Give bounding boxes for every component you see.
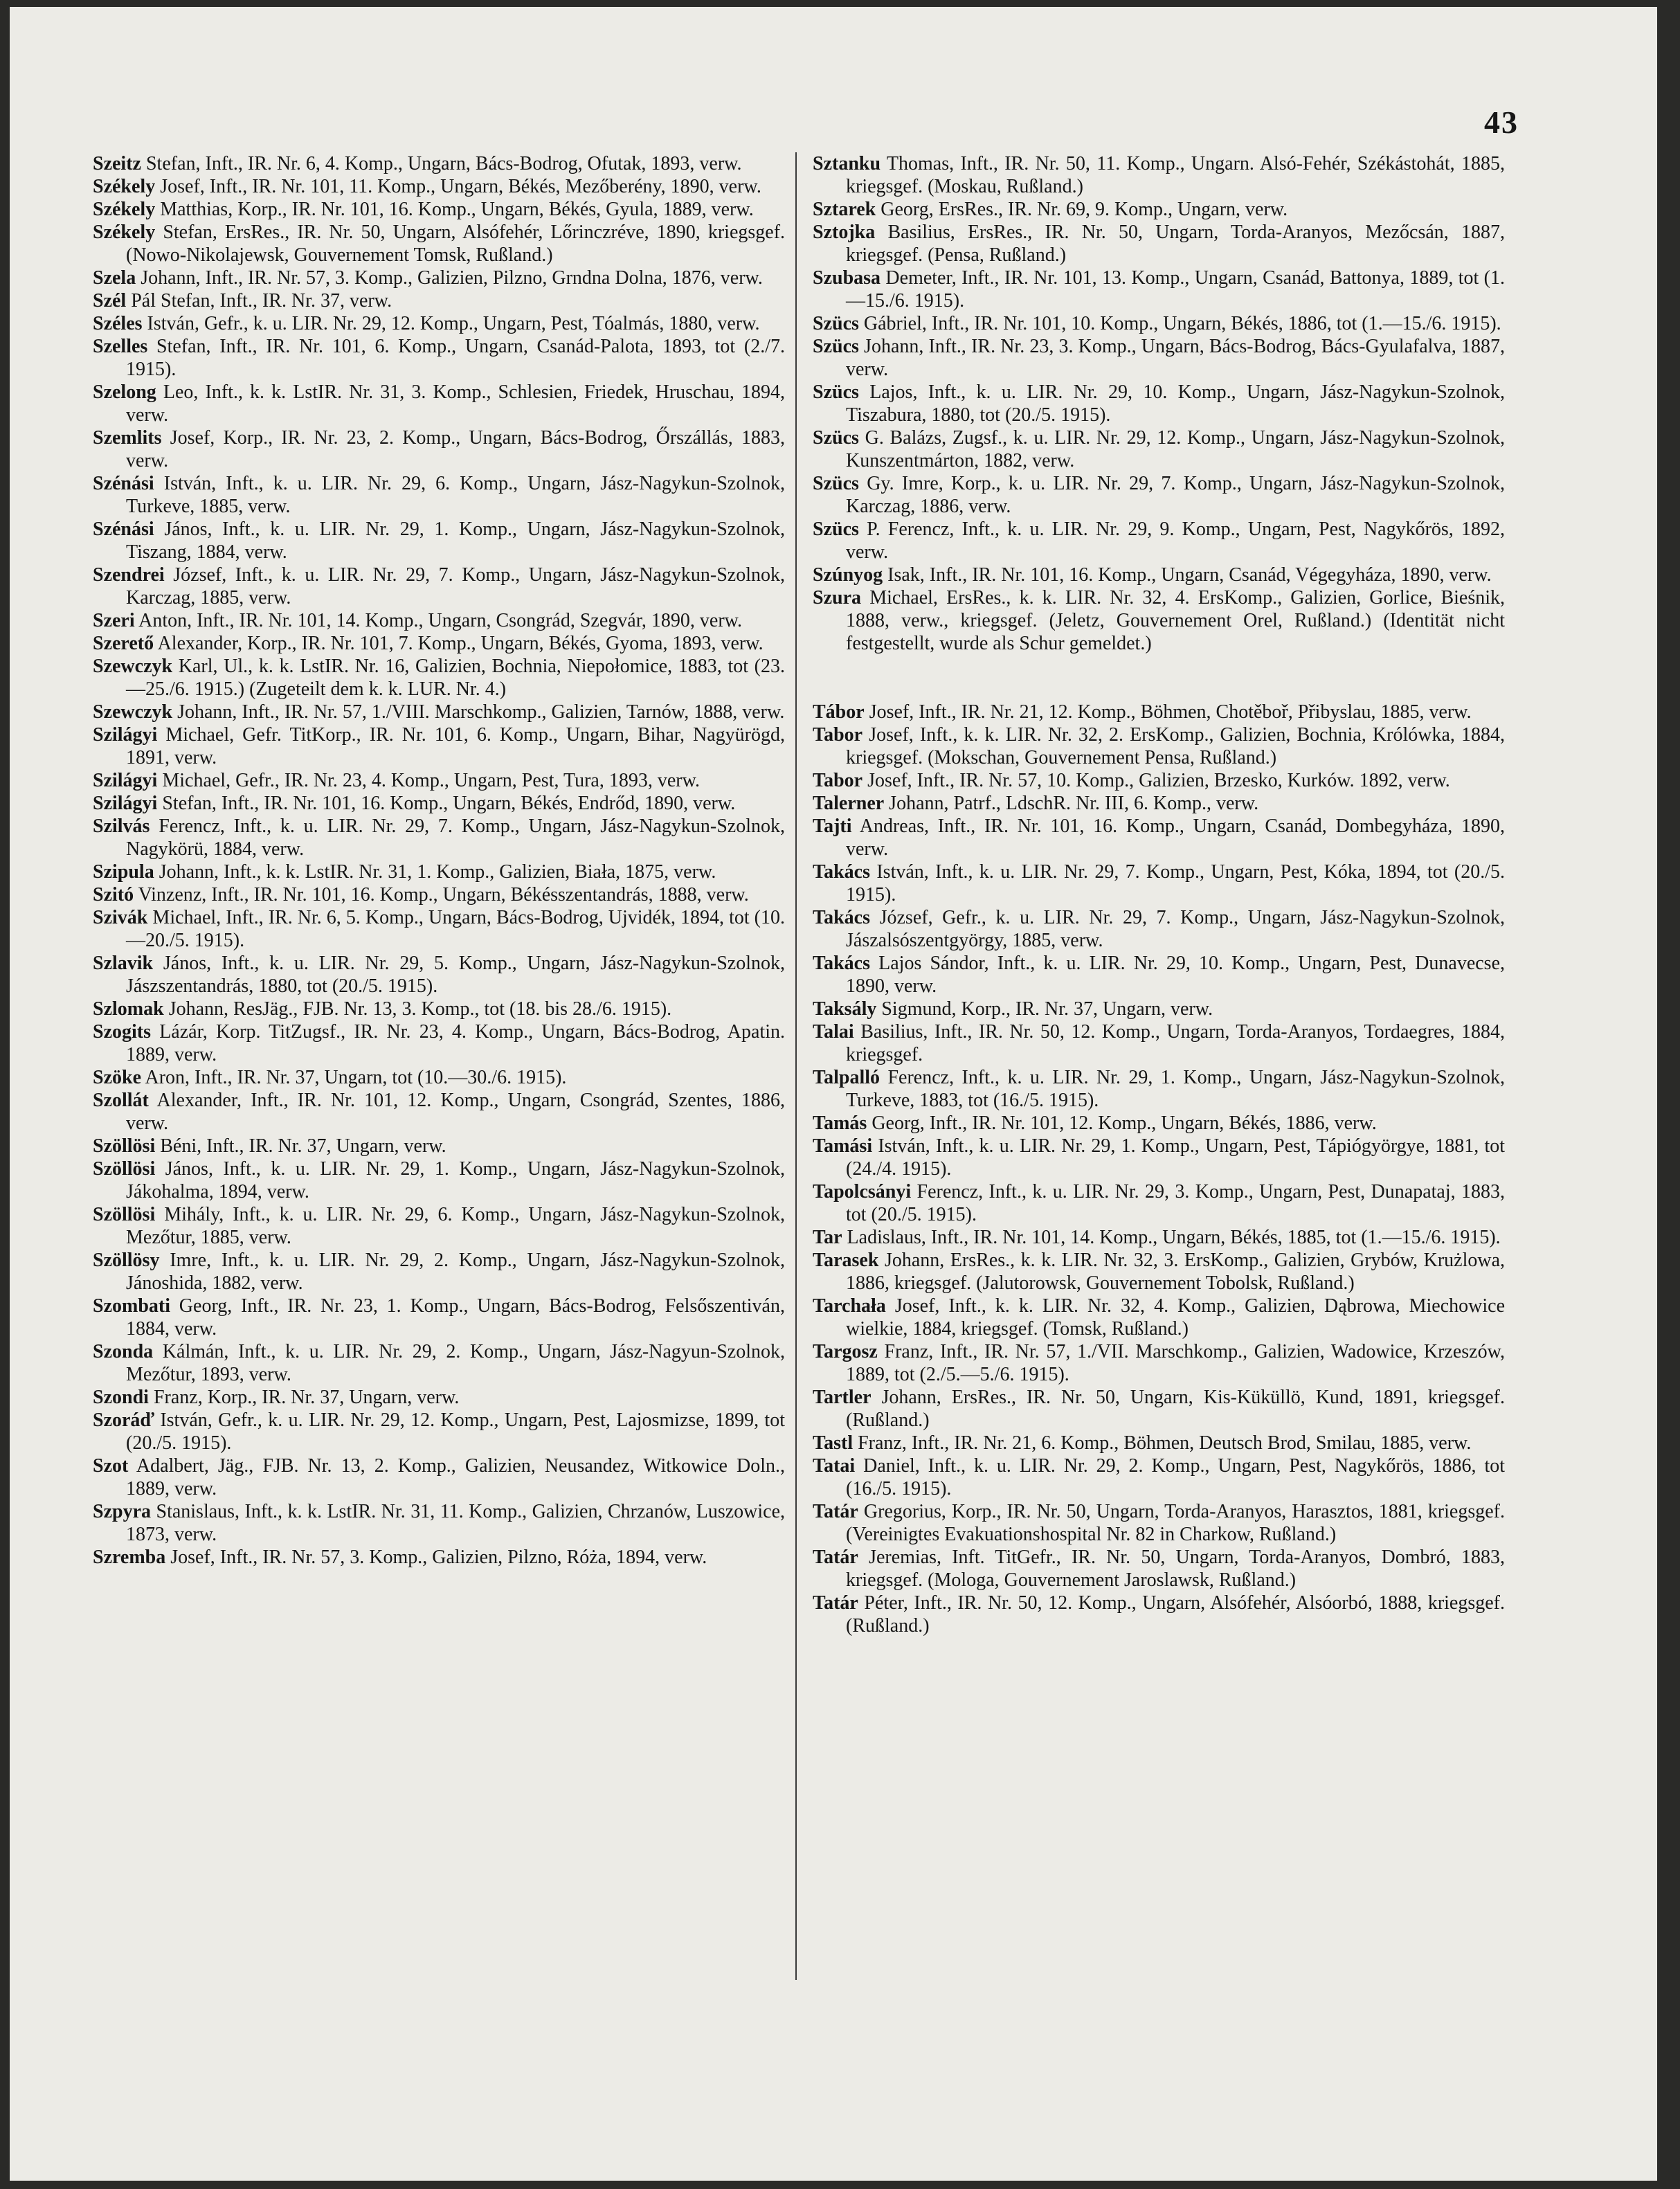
entry-details: Johann, Inft., k. k. LstIR. Nr. 31, 1. Komp., Galizien, Biała, 1875, verw. — [159, 861, 716, 883]
register-entry — [813, 1592, 1505, 1637]
entry-surname: Szura — [813, 587, 861, 609]
entry-details: P. Ferencz, Inft., k. u. LIR. Nr. 29, 9. Komp., Ungarn, Pest, Nagykőrös, 1892, verw. — [846, 519, 1506, 563]
register-entry — [93, 1409, 785, 1454]
entry-surname: Szeitz — [93, 153, 141, 174]
register-entry — [813, 1249, 1505, 1295]
entry-details: Demeter, Inft., IR. Nr. 101, 13. Komp., Ungarn, Csanád, Battonya, 1889, tot (1.—15./6. 1915). — [846, 267, 1505, 312]
entry-surname: Szücs — [813, 381, 859, 403]
register-entry — [93, 723, 785, 769]
entry-details: Béni, Inft., IR. Nr. 37, Ungarn, verw. — [160, 1135, 446, 1157]
register-entry — [93, 632, 785, 655]
entry-surname: Sztojka — [813, 222, 876, 243]
register-entry — [813, 198, 1505, 221]
entry-details: Thomas, Inft., IR. Nr. 50, 11. Komp., Ungarn. Alsó-Fehér, Székástohát, 1885, kriegsgef. (Moskau, Rußland.) — [846, 153, 1505, 197]
register-entry — [93, 1089, 785, 1135]
register-entry — [813, 381, 1505, 426]
register-entry — [93, 792, 785, 815]
register-entry — [813, 564, 1505, 586]
register-entry — [813, 723, 1505, 769]
register-entry — [813, 815, 1505, 861]
entry-surname: Szpyra — [93, 1501, 151, 1522]
register-entry — [813, 267, 1505, 312]
register-entry — [93, 1546, 785, 1569]
register-entry — [813, 1386, 1505, 1432]
entry-details: Franz, Inft., IR. Nr. 21, 6. Komp., Böhmen, Deutsch Brod, Smilau, 1885, verw. — [858, 1432, 1472, 1454]
register-entry — [93, 564, 785, 609]
entry-details: Franz, Korp., IR. Nr. 37, Ungarn, verw. — [153, 1387, 460, 1408]
register-entry — [813, 1432, 1505, 1454]
entry-details: Jeremias, Inft. TitGefr., IR. Nr. 50, Ungarn, Torda-Aranyos, Dombró, 1883, kriegsgef. (Mologa, Gouvernement Jaroslawsk, Rußland.) — [846, 1547, 1506, 1591]
register-entry — [813, 906, 1505, 952]
entry-details: Ferencz, Inft., k. u. LIR. Nr. 29, 3. Komp., Ungarn, Pest, Dunapataj, 1883, tot (20./5. 1915). — [846, 1181, 1505, 1225]
entry-surname: Tajti — [813, 816, 852, 837]
left-column — [93, 152, 785, 1569]
register-entry — [93, 1500, 785, 1546]
entry-details: Stanislaus, Inft., k. k. LstIR. Nr. 31, 11. Komp., Galizien, Chrzanów, Luszowice, 1873, verw. — [126, 1501, 786, 1545]
register-entry — [813, 1454, 1505, 1500]
register-entry — [93, 998, 785, 1020]
entry-details: Johann, Inft., IR. Nr. 57, 3. Komp., Galizien, Pilzno, Grndna Dolna, 1876, verw. — [141, 267, 763, 289]
register-entry — [93, 381, 785, 426]
entry-surname: Taksály — [813, 998, 877, 1020]
entry-details: Josef, Inft., k. k. LIR. Nr. 32, 4. Komp., Galizien, Dąbrowa, Miechowice wielkie, 1884, kriegsgef. (Tomsk, Rußland.) — [846, 1295, 1505, 1340]
entry-surname: Tastl — [813, 1432, 853, 1454]
entry-surname: Targosz — [813, 1341, 878, 1362]
register-entry — [813, 312, 1505, 335]
entry-details: Josef, Korp., IR. Nr. 23, 2. Komp., Ungarn, Bács-Bodrog, Őrszállás, 1883, verw. — [126, 427, 786, 471]
register-entry — [813, 586, 1505, 655]
entry-surname: Takács — [813, 861, 871, 883]
entry-details: Daniel, Inft., k. u. LIR. Nr. 29, 2. Komp., Ungarn, Pest, Nagykőrös, 1886, tot (16./5. 1915). — [846, 1455, 1506, 1499]
entry-surname: Tábor — [813, 701, 865, 723]
entry-surname: Szöke — [93, 1067, 141, 1088]
entry-details: Leo, Inft., k. k. LstIR. Nr. 31, 3. Komp., Schlesien, Friedek, Hruschau, 1894, verw. — [126, 381, 785, 426]
register-entry — [813, 952, 1505, 998]
entry-surname: Szöllösi — [93, 1135, 156, 1157]
entry-surname: Szúnyog — [813, 564, 883, 586]
section-gap — [813, 655, 1505, 701]
entry-details: Michael, ErsRes., k. k. LIR. Nr. 32, 4. ErsKomp., Galizien, Gorlice, Bieśnik, 1888, verw., kriegsgef. (Jeletz, Gouvernement Orel, Rußland.) (Identität nicht festgestellt, wurde als Schur gemeldet.) — [846, 587, 1505, 654]
register-entry — [813, 472, 1505, 518]
entry-surname: Szollát — [93, 1090, 149, 1111]
entry-surname: Szogits — [93, 1021, 151, 1043]
entry-surname: Szremba — [93, 1547, 166, 1568]
entry-surname: Szewczyk — [93, 701, 173, 723]
entry-details: Georg, Inft., IR. Nr. 23, 1. Komp., Ungarn, Bács-Bodrog, Felsőszentiván, 1884, verw. — [126, 1295, 785, 1340]
entry-surname: Szöllösi — [93, 1158, 156, 1180]
entry-details: Michael, Gefr. TitKorp., IR. Nr. 101, 6. Komp., Ungarn, Bihar, Nagyürögd, 1891, verw. — [126, 724, 785, 768]
register-entry — [813, 792, 1505, 815]
entry-details: Lajos, Inft., k. u. LIR. Nr. 29, 10. Komp., Ungarn, Jász-Nagykun-Szolnok, Tiszabura, 1880, tot (20./5. 1915). — [846, 381, 1506, 426]
register-entry — [93, 883, 785, 906]
register-entry — [813, 701, 1505, 723]
entry-surname: Szerető — [93, 633, 154, 654]
entry-surname: Szelong — [93, 381, 156, 403]
entry-details: Andreas, Inft., IR. Nr. 101, 16. Komp., Ungarn, Csanád, Dombegyháza, 1890, verw. — [846, 816, 1505, 860]
entry-details: Georg, Inft., IR. Nr. 101, 12. Komp., Ungarn, Békés, 1886, verw. — [871, 1112, 1377, 1134]
register-entry — [93, 861, 785, 883]
entry-surname: Szivák — [93, 907, 148, 928]
register-entry — [93, 335, 785, 381]
entry-details: István, Gefr., k. u. LIR. Nr. 29, 12. Komp., Ungarn, Pest, Tóalmás, 1880, verw. — [147, 313, 760, 334]
register-entry — [93, 609, 785, 632]
entry-surname: Széles — [93, 313, 143, 334]
register-entry — [813, 1135, 1505, 1180]
entry-surname: Szonda — [93, 1341, 154, 1362]
entry-surname: Szela — [93, 267, 136, 289]
register-entry — [93, 1454, 785, 1500]
register-entry — [93, 1135, 785, 1157]
register-entry — [813, 1226, 1505, 1249]
register-entry — [813, 1295, 1505, 1340]
entry-details: Josef, Inft., IR. Nr. 57, 3. Komp., Galizien, Pilzno, Róża, 1894, verw. — [170, 1547, 707, 1568]
entry-surname: Szénási — [93, 473, 154, 494]
entry-details: József, Inft., k. u. LIR. Nr. 29, 7. Komp., Ungarn, Jász-Nagykun-Szolnok, Karczag, 1885, verw. — [126, 564, 786, 609]
entry-surname: Sztanku — [813, 153, 881, 174]
register-entry — [813, 1340, 1505, 1386]
entry-surname: Szilágyi — [93, 724, 158, 746]
entry-details: József, Gefr., k. u. LIR. Nr. 29, 7. Komp., Ungarn, Jász-Nagykun-Szolnok, Jászalsószentgyörgy, 1885, verw. — [846, 907, 1506, 951]
entry-details: Johann, Inft., IR. Nr. 23, 3. Komp., Ungarn, Bács-Bodrog, Bács-Gyulafalva, 1887, verw. — [846, 336, 1505, 380]
entry-surname: Talpalló — [813, 1067, 880, 1088]
entry-surname: Székely — [93, 176, 156, 197]
entry-surname: Tartler — [813, 1387, 871, 1408]
register-entry — [813, 1180, 1505, 1226]
entry-surname: Székely — [93, 222, 156, 243]
entry-surname: Tatár — [813, 1501, 858, 1522]
entry-surname: Szipula — [93, 861, 154, 883]
entry-surname: Szlavik — [93, 953, 154, 974]
register-entry — [93, 1386, 785, 1409]
entry-surname: Talai — [813, 1021, 854, 1043]
entry-details: Sigmund, Korp., IR. Nr. 37, Ungarn, verw. — [881, 998, 1213, 1020]
entry-details: Kálmán, Inft., k. u. LIR. Nr. 29, 2. Komp., Ungarn, Jász-Nagyun-Szolnok, Mezőtur, 1893, verw. — [126, 1341, 785, 1385]
register-entry — [93, 1203, 785, 1249]
entry-details: Basilius, Inft., IR. Nr. 50, 12. Komp., Ungarn, Torda-Aranyos, Tordaegres, 1884, kriegsgef. — [846, 1021, 1505, 1065]
register-entry — [93, 815, 785, 861]
entry-surname: Tarchała — [813, 1295, 886, 1317]
entry-details: Stefan, Inft., IR. Nr. 6, 4. Komp., Ungarn, Bács-Bodrog, Ofutak, 1893, verw. — [145, 153, 742, 174]
register-entry — [813, 518, 1505, 564]
entry-details: István, Inft., k. u. LIR. Nr. 29, 7. Komp., Ungarn, Pest, Kóka, 1894, tot (20./5. 1915). — [846, 861, 1506, 906]
entry-details: Basilius, ErsRes., IR. Nr. 50, Ungarn, Torda-Aranyos, Mezőcsán, 1887, kriegsgef. (Pensa, Rußland.) — [846, 222, 1506, 266]
entry-surname: Tar — [813, 1227, 842, 1248]
entry-surname: Szondi — [93, 1387, 149, 1408]
entry-details: Adalbert, Jäg., FJB. Nr. 13, 2. Komp., Galizien, Neusandez, Witkowice Doln., 1889, verw. — [126, 1455, 785, 1499]
entry-surname: Tatai — [813, 1455, 856, 1477]
entry-details: Michael, Gefr., IR. Nr. 23, 4. Komp., Ungarn, Pest, Tura, 1893, verw. — [162, 770, 701, 791]
right-column-t-section — [813, 701, 1505, 1637]
entry-surname: Szücs — [813, 313, 859, 334]
right-column-s-section — [813, 152, 1505, 655]
entry-details: Isak, Inft., IR. Nr. 101, 16. Komp., Ungarn, Csanád, Végegyháza, 1890, verw. — [887, 564, 1492, 586]
register-entry — [813, 426, 1505, 472]
register-entry — [93, 426, 785, 472]
entry-details: Johann, ErsRes., IR. Nr. 50, Ungarn, Kis-Küküllö, Kund, 1891, kriegsgef. (Rußland.) — [846, 1387, 1505, 1431]
register-entry — [813, 861, 1505, 906]
register-entry — [93, 1066, 785, 1089]
entry-details: István, Inft., k. u. LIR. Nr. 29, 6. Komp., Ungarn, Jász-Nagykun-Szolnok, Turkeve, 1885, verw. — [126, 473, 786, 517]
page-number: 43 — [1484, 105, 1519, 140]
entry-surname: Sztarek — [813, 199, 876, 220]
entry-details: István, Gefr., k. u. LIR. Nr. 29, 12. Komp., Ungarn, Pest, Lajosmizse, 1899, tot (20./5. 1915). — [126, 1409, 785, 1454]
entry-surname: Szlomak — [93, 998, 164, 1020]
entry-surname: Tabor — [813, 770, 863, 791]
entry-surname: Szombati — [93, 1295, 170, 1317]
entry-surname: Talerner — [813, 793, 885, 814]
register-entry — [93, 906, 785, 952]
entry-surname: Szücs — [813, 473, 859, 494]
entry-details: János, Inft., k. u. LIR. Nr. 29, 1. Komp., Ungarn, Jász-Nagykun-Szolnok, Tiszang, 1884, verw. — [126, 519, 785, 563]
register-entry — [93, 655, 785, 701]
right-column — [813, 152, 1505, 1637]
entry-surname: Szücs — [813, 427, 859, 449]
entry-surname: Tamási — [813, 1135, 873, 1157]
entry-surname: Tatár — [813, 1547, 858, 1568]
entry-surname: Szénási — [93, 519, 154, 540]
entry-details: Imre, Inft., k. u. LIR. Nr. 29, 2. Komp., Ungarn, Jász-Nagykun-Szolnok, Jánoshida, 1882, verw. — [126, 1250, 786, 1294]
register-entry — [93, 267, 785, 289]
entry-surname: Tabor — [813, 724, 863, 746]
register-entry — [93, 952, 785, 998]
entry-surname: Székely — [93, 199, 156, 220]
entry-details: Anton, Inft., IR. Nr. 101, 14. Komp., Ungarn, Csongrád, Szegvár, 1890, verw. — [138, 610, 743, 631]
entry-surname: Tamás — [813, 1112, 867, 1134]
entry-surname: Tapolcsányi — [813, 1181, 912, 1202]
register-entry — [93, 152, 785, 175]
entry-details: Gregorius, Korp., IR. Nr. 50, Ungarn, Torda-Aranyos, Harasztos, 1881, kriegsgef. (Vereinigtes Evakuationshospital Nr. 82 in Charkow, Rußland.) — [846, 1501, 1505, 1545]
entry-surname: Szitó — [93, 884, 134, 906]
register-entry — [93, 769, 785, 792]
register-entry — [93, 1295, 785, 1340]
register-entry — [813, 998, 1505, 1020]
register-entry — [93, 1020, 785, 1066]
entry-details: Stefan, Inft., IR. Nr. 101, 6. Komp., Ungarn, Csanád-Palota, 1893, tot (2./7. 1915). — [126, 336, 785, 380]
entry-details: Stefan, Inft., IR. Nr. 101, 16. Komp., Ungarn, Békés, Endrőd, 1890, verw. — [162, 793, 736, 814]
entry-surname: Szubasa — [813, 267, 881, 289]
register-entry — [93, 312, 785, 335]
entry-details: Matthias, Korp., IR. Nr. 101, 16. Komp., Ungarn, Békés, Gyula, 1889, verw. — [160, 199, 754, 220]
register-entry — [813, 769, 1505, 792]
register-entry — [93, 472, 785, 518]
entry-surname: Szél — [93, 290, 127, 312]
entry-details: Péter, Inft., IR. Nr. 50, 12. Komp., Ungarn, Alsófehér, Alsóorbó, 1888, kriegsgef. (Rußland.) — [846, 1592, 1505, 1637]
register-entry — [813, 1066, 1505, 1112]
register-entry — [93, 1157, 785, 1203]
entry-details: Josef, Inft., k. k. LIR. Nr. 32, 2. ErsKomp., Galizien, Bochnia, Królówka, 1884, kriegsgef. (Mokschan, Gouvernement Pensa, Rußland.) — [846, 724, 1505, 768]
entry-details: Ferencz, Inft., k. u. LIR. Nr. 29, 1. Komp., Ungarn, Jász-Nagykun-Szolnok, Turkeve, 1883, tot (16./5. 1915). — [846, 1067, 1505, 1111]
entry-details: Ferencz, Inft., k. u. LIR. Nr. 29, 7. Komp., Ungarn, Jász-Nagykun-Szolnok, Nagykörü, 1884, verw. — [126, 816, 785, 860]
entry-surname: Szücs — [813, 519, 859, 540]
entry-details: Josef, Inft., IR. Nr. 57, 10. Komp., Galizien, Brzesko, Kurków. 1892, verw. — [867, 770, 1450, 791]
entry-surname: Takács — [813, 907, 871, 928]
entry-surname: Szilágyi — [93, 770, 158, 791]
entry-surname: Tatár — [813, 1592, 858, 1614]
entry-details: Alexander, Inft., IR. Nr. 101, 12. Komp., Ungarn, Csongrád, Szentes, 1886, verw. — [126, 1090, 785, 1134]
entry-surname: Szücs — [813, 336, 859, 357]
register-entry — [813, 1546, 1505, 1592]
register-entry — [93, 518, 785, 564]
entry-surname: Szot — [93, 1455, 129, 1477]
register-entry — [93, 1340, 785, 1386]
entry-details: István, Inft., k. u. LIR. Nr. 29, 1. Komp., Ungarn, Pest, Tápiógyörgye, 1881, tot (24./4. 1915). — [846, 1135, 1506, 1180]
entry-details: Lajos Sándor, Inft., k. u. LIR. Nr. 29, 10. Komp., Ungarn, Pest, Dunavecse, 1890, verw. — [846, 953, 1506, 997]
entry-details: Alexander, Korp., IR. Nr. 101, 7. Komp., Ungarn, Békés, Gyoma, 1893, verw. — [157, 633, 764, 654]
entry-surname: Szewczyk — [93, 656, 173, 677]
entry-surname: Szeri — [93, 610, 135, 631]
entry-details: G. Balázs, Zugsf., k. u. LIR. Nr. 29, 12. Komp., Ungarn, Jász-Nagykun-Szolnok, Kunszentmárton, 1882, verw. — [846, 427, 1506, 471]
entry-details: Michael, Inft., IR. Nr. 6, 5. Komp., Ungarn, Bács-Bodrog, Ujvidék, 1894, tot (10.—20./5. 1915). — [126, 907, 786, 951]
entry-details: Gy. Imre, Korp., k. u. LIR. Nr. 29, 7. Komp., Ungarn, Jász-Nagykun-Szolnok, Karczag, 1886, verw. — [846, 473, 1506, 517]
entry-details: Johann, ResJäg., FJB. Nr. 13, 3. Komp., tot (18. bis 28./6. 1915). — [168, 998, 672, 1020]
entry-details: Franz, Inft., IR. Nr. 57, 1./VII. Marschkomp., Galizien, Wadowice, Krzeszów, 1889, tot (2./5.—5./6. 1915). — [846, 1341, 1506, 1385]
document-page — [10, 7, 1657, 2181]
entry-surname: Szendrei — [93, 564, 165, 586]
entry-details: Karl, Ul., k. k. LstIR. Nr. 16, Galizien, Bochnia, Niepołomice, 1883, tot (23.—25./6. 1915.) (Zugeteilt dem k. k. LUR. Nr. 4.) — [126, 656, 785, 700]
register-entry — [93, 1249, 785, 1295]
entry-details: János, Inft., k. u. LIR. Nr. 29, 1. Komp., Ungarn, Jász-Nagykun-Szolnok, Jákohalma, 1894, verw. — [126, 1158, 785, 1202]
entry-surname: Szilágyi — [93, 793, 158, 814]
entry-details: Lázár, Korp. TitZugsf., IR. Nr. 23, 4. Komp., Ungarn, Bács-Bodrog, Apatin. 1889, verw. — [126, 1021, 785, 1065]
register-entry — [813, 152, 1505, 198]
register-entry — [93, 289, 785, 312]
entry-details: Vinzenz, Inft., IR. Nr. 101, 16. Komp., Ungarn, Békésszentandrás, 1888, verw. — [138, 884, 749, 906]
entry-surname: Szilvás — [93, 816, 150, 837]
entry-surname: Tarasek — [813, 1250, 879, 1271]
column-divider — [795, 152, 797, 1980]
entry-surname: Szöllösy — [93, 1250, 160, 1271]
register-entry — [93, 175, 785, 198]
entry-surname: Szöllösi — [93, 1204, 156, 1225]
entry-details: Stefan, ErsRes., IR. Nr. 50, Ungarn, Alsófehér, Lőrinczréve, 1890, kriegsgef. (Nowo-Nikolajewsk, Gouvernement Tomsk, Rußland.) — [126, 222, 786, 266]
entry-surname: Szelles — [93, 336, 148, 357]
entry-details: Johann, Patrf., LdschR. Nr. III, 6. Komp., verw. — [889, 793, 1259, 814]
entry-details: Ladislaus, Inft., IR. Nr. 101, 14. Komp., Ungarn, Békés, 1885, tot (1.—15./6. 1915). — [847, 1227, 1501, 1248]
entry-surname: Szoráď — [93, 1409, 154, 1431]
register-entry — [93, 198, 785, 221]
entry-details: Gábriel, Inft., IR. Nr. 101, 10. Komp., Ungarn, Békés, 1886, tot (1.—15./6. 1915). — [863, 313, 1501, 334]
register-entry — [93, 221, 785, 267]
register-entry — [813, 335, 1505, 381]
entry-details: Johann, ErsRes., k. k. LIR. Nr. 32, 3. ErsKomp., Galizien, Grybów, Krużlowa, 1886, kriegsgef. (Jalutorowsk, Gouvernement Tobolsk, Rußland.) — [846, 1250, 1506, 1294]
entry-surname: Szemlits — [93, 427, 162, 449]
entry-surname: Takács — [813, 953, 871, 974]
entry-details: Josef, Inft., IR. Nr. 21, 12. Komp., Böhmen, Chotěboř, Přibyslau, 1885, verw. — [869, 701, 1472, 723]
entry-details: Pál Stefan, Inft., IR. Nr. 37, verw. — [131, 290, 392, 312]
entry-details: Mihály, Inft., k. u. LIR. Nr. 29, 6. Komp., Ungarn, Jász-Nagykun-Szolnok, Mezőtur, 1885, verw. — [126, 1204, 785, 1248]
register-entry — [813, 1020, 1505, 1066]
register-entry — [813, 221, 1505, 267]
register-entry — [813, 1500, 1505, 1546]
entry-details: Aron, Inft., IR. Nr. 37, Ungarn, tot (10.—30./6. 1915). — [145, 1067, 567, 1088]
entry-details: Georg, ErsRes., IR. Nr. 69, 9. Komp., Ungarn, verw. — [880, 199, 1288, 220]
entry-details: Josef, Inft., IR. Nr. 101, 11. Komp., Ungarn, Békés, Mezőberény, 1890, verw. — [160, 176, 761, 197]
register-entry — [93, 701, 785, 723]
entry-details: Johann, Inft., IR. Nr. 57, 1./VIII. Marschkomp., Galizien, Tarnów, 1888, verw. — [177, 701, 785, 723]
entry-details: János, Inft., k. u. LIR. Nr. 29, 5. Komp., Ungarn, Jász-Nagykun-Szolnok, Jászszentandrás, 1880, tot (20./5. 1915). — [126, 953, 785, 997]
register-entry — [813, 1112, 1505, 1135]
